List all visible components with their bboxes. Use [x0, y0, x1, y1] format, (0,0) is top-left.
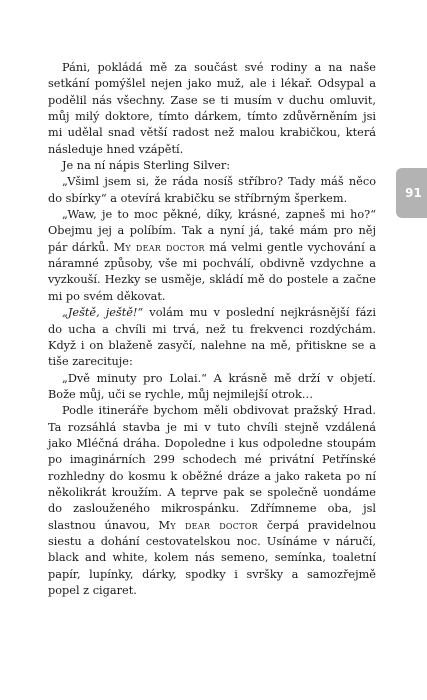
text-run: čerpá pravidelnou siestu a dohání cestovatelskou noc. Usínáme v náručí, black and white, kolem nás semeno, semínka, toaletní papír, lupínky, dárky, spodky i svršky a samozřejmě popel z cigaret. [48, 518, 376, 597]
paragraph [48, 174, 376, 207]
text-run: „Waw, je to moc pěkné, díky, krásné, zapneš mi ho?“ Obejmu jej a políbím. Tak a nyní já, také mám pro něj pár dárků. [48, 208, 376, 254]
text-run: volám mu v poslední nejkrásnější fázi do ucha a chvíli mi trvá, než tu frekvenci rozdýchám. Když i on blaženě zasyčí, nalehne na mě, přitiskne se a tiše zarecituje: [48, 306, 376, 369]
text-run: „Dvě minuty pro Lolai.“ A krásně mě drží v objetí. Bože můj, uči se rychle, můj nejmilejší otrok… [48, 371, 376, 401]
paragraph [48, 207, 376, 305]
paragraph [48, 403, 376, 599]
italic-run: „Ještě, ještě!“ [62, 306, 144, 320]
text-run: Je na ní nápis Sterling Silver: [62, 159, 231, 173]
text-run: Páni, pokládá mě za součást své rodiny a na naše setkání pomýšlel nejen jako muž, ale i lékař. Odsypal a podělil nás všechny. Zase se ti musím v duchu omluvit, můj milý doktore, tímto dárkem, tímto zdůvěrněním jsi mi udělal snad větší radost než malou krabičkou, která následuje hned vzápětí. [48, 61, 376, 156]
small-caps-run: My dear doctor [158, 518, 259, 532]
paragraph [48, 371, 376, 404]
text-run: má velmi gentle vychování a náramné způsoby, vše mi pochválí, obdivně vzdychne a vyzkouší. Hezky se usměje, skládí mě do postele a začne mi po svém děkovat. [48, 240, 376, 303]
text-run: Podle itineráře bychom měli obdivovat pražský Hrad. Ta rozsáhlá stavba je mi v tuto chvíli stejně vzdálená jako Mléčná dráha. Dopoledne i kus odpoledne stoupám po imaginárních 299 schodech mé privátní Petřínské rozhledny do kosmu k oběžné dráze a jako raketa po ní několikrát kroužím. A teprve pak se společně uondáme do zaslouženého mikrospánku. Zdřímneme oba, jsl slastnou únavou, [48, 404, 376, 532]
text-run: „Všiml jsem si, že ráda nosíš stříbro? Tady máš něco do sbírky“ a otevírá krabičku se stříbrným šperkem. [48, 175, 376, 205]
paragraph [48, 305, 376, 370]
paragraph [48, 60, 376, 158]
paragraph [48, 158, 376, 174]
page-number-tab [396, 168, 427, 218]
small-caps-run: My dear doctor [113, 240, 205, 254]
body-text [48, 60, 376, 599]
page-number: 91 [405, 186, 422, 200]
